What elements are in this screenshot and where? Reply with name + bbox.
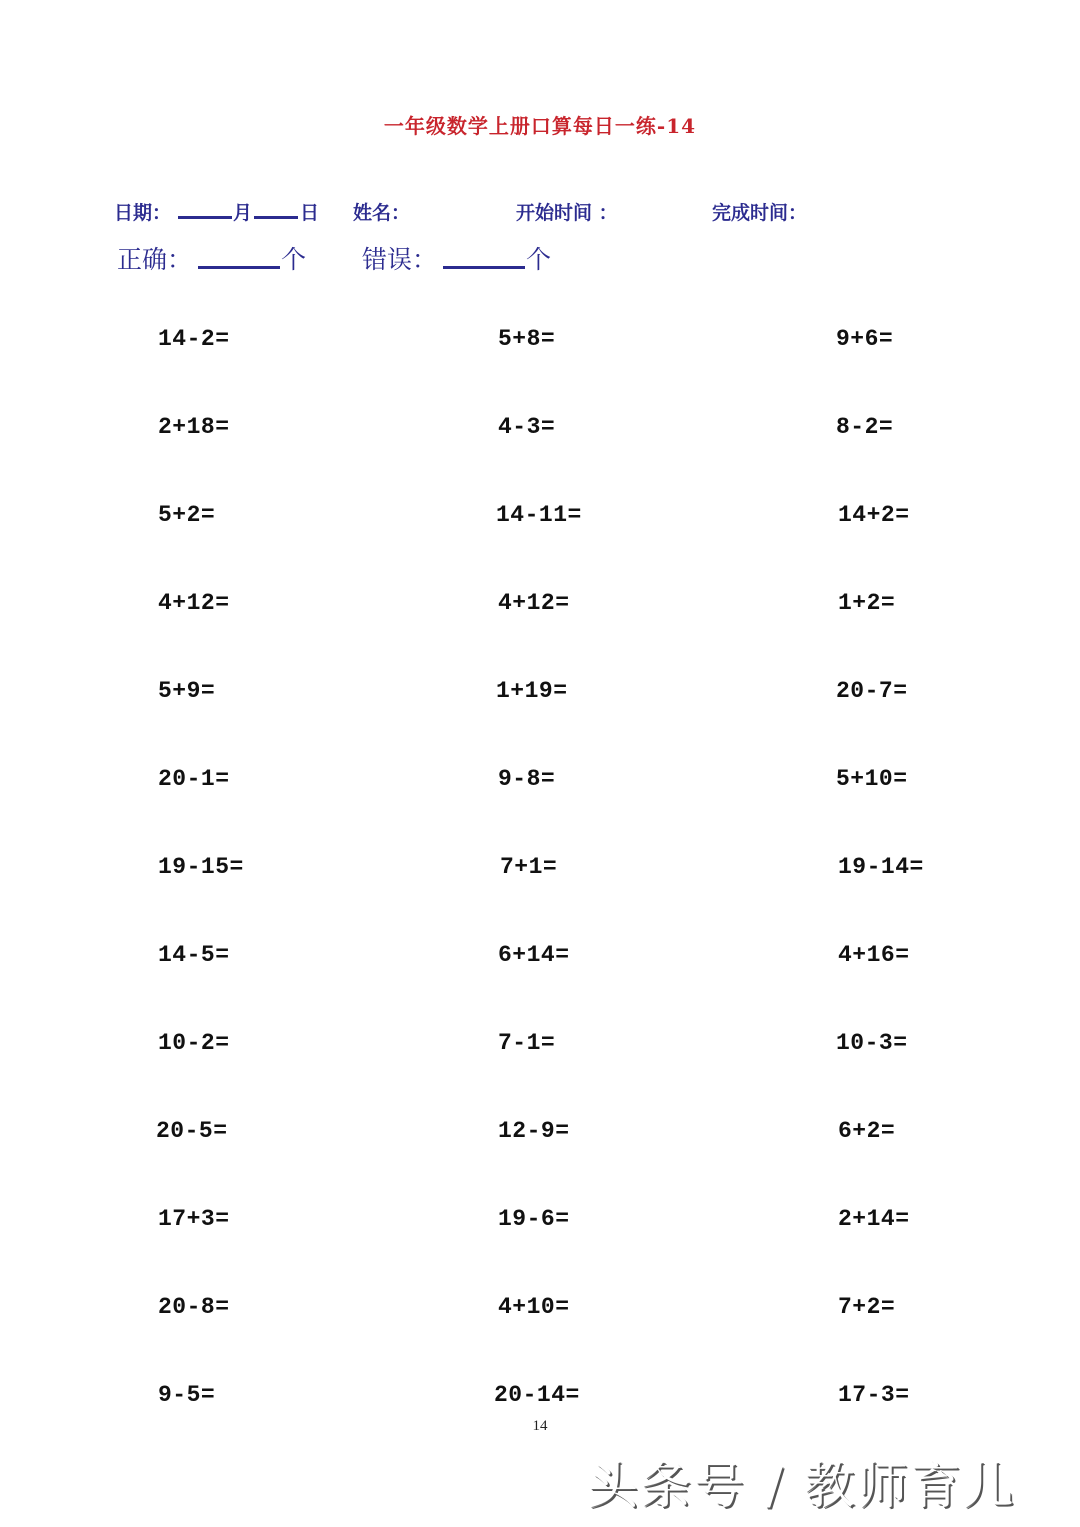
problem: 20-7= [836, 678, 908, 704]
problem: 14-2= [158, 326, 230, 352]
problem: 6+14= [498, 942, 570, 968]
problem: 8-2= [836, 414, 894, 440]
problem: 19-6= [498, 1206, 570, 1232]
problem: 20-5= [156, 1118, 228, 1144]
wrong-unit: 个 [526, 245, 552, 274]
month-blank[interactable] [178, 198, 232, 224]
problem: 20-1= [158, 766, 230, 792]
problem: 9-5= [158, 1382, 216, 1408]
problem: 14-5= [158, 942, 230, 968]
problem: 9+6= [836, 326, 894, 352]
problem: 4+12= [498, 590, 570, 616]
problem: 14+2= [838, 502, 910, 528]
month-label: 月 [233, 202, 253, 224]
score-row [0, 240, 1080, 280]
worksheet-title: 一年级数学上册口算每日一练-14 [383, 114, 697, 138]
problem: 14-11= [496, 502, 582, 528]
problem: 20-8= [158, 1294, 230, 1320]
problem: 7-1= [498, 1030, 556, 1056]
day-label: 日 [300, 202, 320, 224]
problem: 10-2= [158, 1030, 230, 1056]
date-label: 日期： [114, 202, 172, 224]
problem: 20-14= [494, 1382, 580, 1408]
problem: 1+19= [496, 678, 568, 704]
problem: 9-8= [498, 766, 556, 792]
problem: 2+18= [158, 414, 230, 440]
page-number: 14 [532, 1418, 548, 1434]
correct-blank[interactable] [198, 240, 280, 275]
problem: 4-3= [498, 414, 556, 440]
problem: 10-3= [836, 1030, 908, 1056]
wrong-blank[interactable] [443, 240, 525, 275]
header-info-row [0, 198, 1080, 228]
problem: 2+14= [838, 1206, 910, 1232]
start-time-label: 开始时间 ： [516, 202, 618, 224]
problem: 19-15= [158, 854, 244, 880]
problem: 7+1= [500, 854, 558, 880]
problem: 4+10= [498, 1294, 570, 1320]
problem: 6+2= [838, 1118, 896, 1144]
problem: 1+2= [838, 590, 896, 616]
problem: 5+2= [158, 502, 216, 528]
watermark: 头条号 / 教师育儿 [588, 1457, 1017, 1515]
correct-unit: 个 [281, 245, 307, 274]
problem: 17+3= [158, 1206, 230, 1232]
day-blank[interactable] [254, 198, 298, 224]
problem: 5+8= [498, 326, 556, 352]
wrong-label: 错误： [362, 245, 438, 274]
problem: 12-9= [498, 1118, 570, 1144]
problem: 17-3= [838, 1382, 910, 1408]
correct-label: 正确： [117, 245, 193, 274]
problem: 4+12= [158, 590, 230, 616]
problem: 19-14= [838, 854, 924, 880]
problem: 5+9= [158, 678, 216, 704]
problem: 4+16= [838, 942, 910, 968]
problem: 5+10= [836, 766, 908, 792]
problem: 7+2= [838, 1294, 896, 1320]
name-label: 姓名： [353, 202, 411, 224]
finish-time-label: 完成时间： [712, 202, 808, 224]
